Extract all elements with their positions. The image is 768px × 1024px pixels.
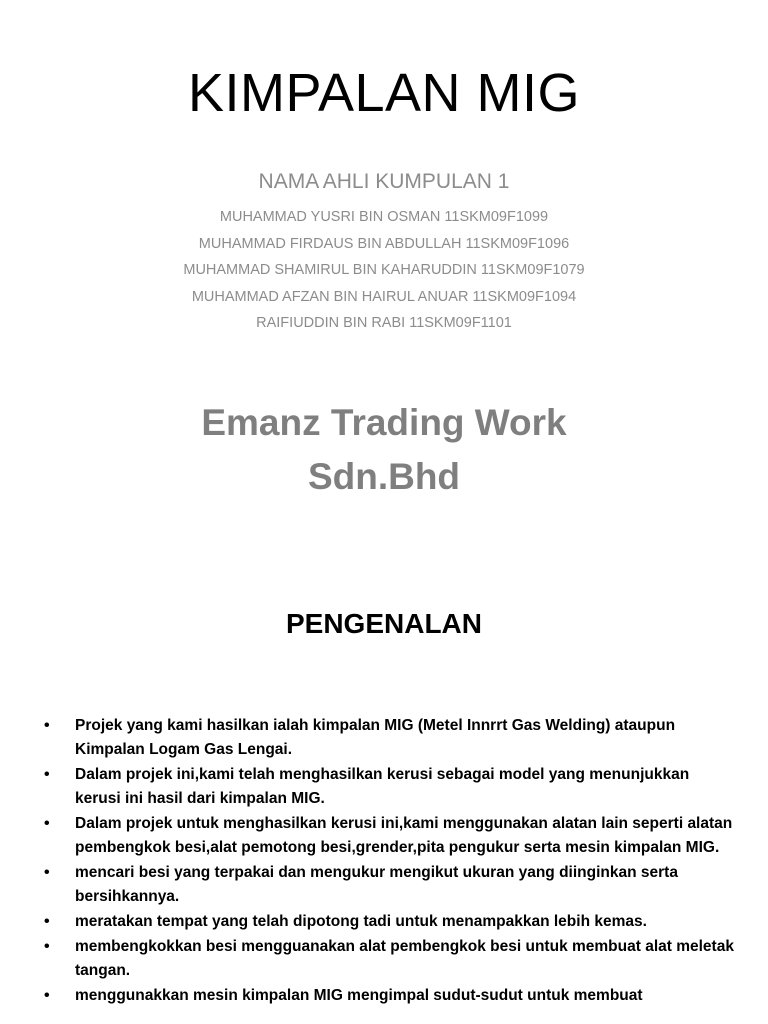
member-item: MUHAMMAD YUSRI BIN OSMAN 11SKM09F1099 <box>219 209 549 225</box>
bullet-icon: • <box>44 938 50 955</box>
bullet-icon: • <box>44 766 50 783</box>
member-item: MUHAMMAD SHAMIRUL BIN KAHARUDDIN 11SKM09F1079 <box>183 262 585 278</box>
slide-title: KIMPALAN MIG <box>187 63 581 123</box>
bullet-item <box>36 935 736 983</box>
bullet-text: menggunakkan mesin kimpalan MIG mengimpal sudut-sudut untuk membuat <box>75 987 643 1004</box>
bullet-item <box>36 812 736 860</box>
bullet-text: meratakan tempat yang telah dipotong tadi untuk menampakkan lebih kemas. <box>75 913 647 930</box>
member-item: MUHAMMAD AFZAN BIN HAIRUL ANUAR 11SKM09F1094 <box>191 288 577 305</box>
bullet-item <box>36 714 736 762</box>
bullet-icon: • <box>44 913 50 930</box>
section-title: PENGENALAN <box>285 608 482 639</box>
bullet-icon: • <box>44 717 50 734</box>
bullet-list <box>36 714 736 1009</box>
bullet-icon: • <box>44 987 50 1004</box>
bullet-text: mencari besi yang terpakai dan mengukur mengikut ukuran yang diinginkan serta bersihkannya. <box>75 864 678 905</box>
bullet-text: membengkokkan besi mengguanakan alat pembengkok besi untuk membuat alat meletak tangan. <box>75 938 734 979</box>
bullet-item <box>36 763 736 811</box>
member-item: MUHAMMAD FIRDAUS BIN ABDULLAH 11SKM09F1096 <box>198 235 570 252</box>
bullet-item <box>36 984 736 1008</box>
bullet-item <box>36 861 736 909</box>
bullet-item <box>36 910 736 934</box>
member-item: RAIFIUDDIN BIN RABI 11SKM09F1101 <box>256 315 512 331</box>
company-name <box>0 396 768 504</box>
bullet-text: Dalam projek untuk menghasilkan kerusi ini,kami menggunakan alatan lain seperti alatan pembengkok besi,alat pemotong besi,grender,pita pengukur serta mesin kimpalan MIG. <box>75 815 733 856</box>
member-list <box>0 204 768 337</box>
company-name-line-2: Sdn.Bhd <box>307 456 461 497</box>
group-heading: NAMA AHLI KUMPULAN 1 <box>258 170 510 193</box>
company-name-line-1: Emanz Trading Work <box>201 402 567 443</box>
bullet-text: Dalam projek ini,kami telah menghasilkan kerusi sebagai model yang menunjukkan kerusi ini hasil dari kimpalan MIG. <box>75 766 690 807</box>
bullet-text: Projek yang kami hasilkan ialah kimpalan MIG (Metel Innrrt Gas Welding) ataupun Kimpalan Logam Gas Lengai. <box>75 717 676 758</box>
bullet-icon: • <box>44 864 50 881</box>
bullet-icon: • <box>44 815 50 832</box>
